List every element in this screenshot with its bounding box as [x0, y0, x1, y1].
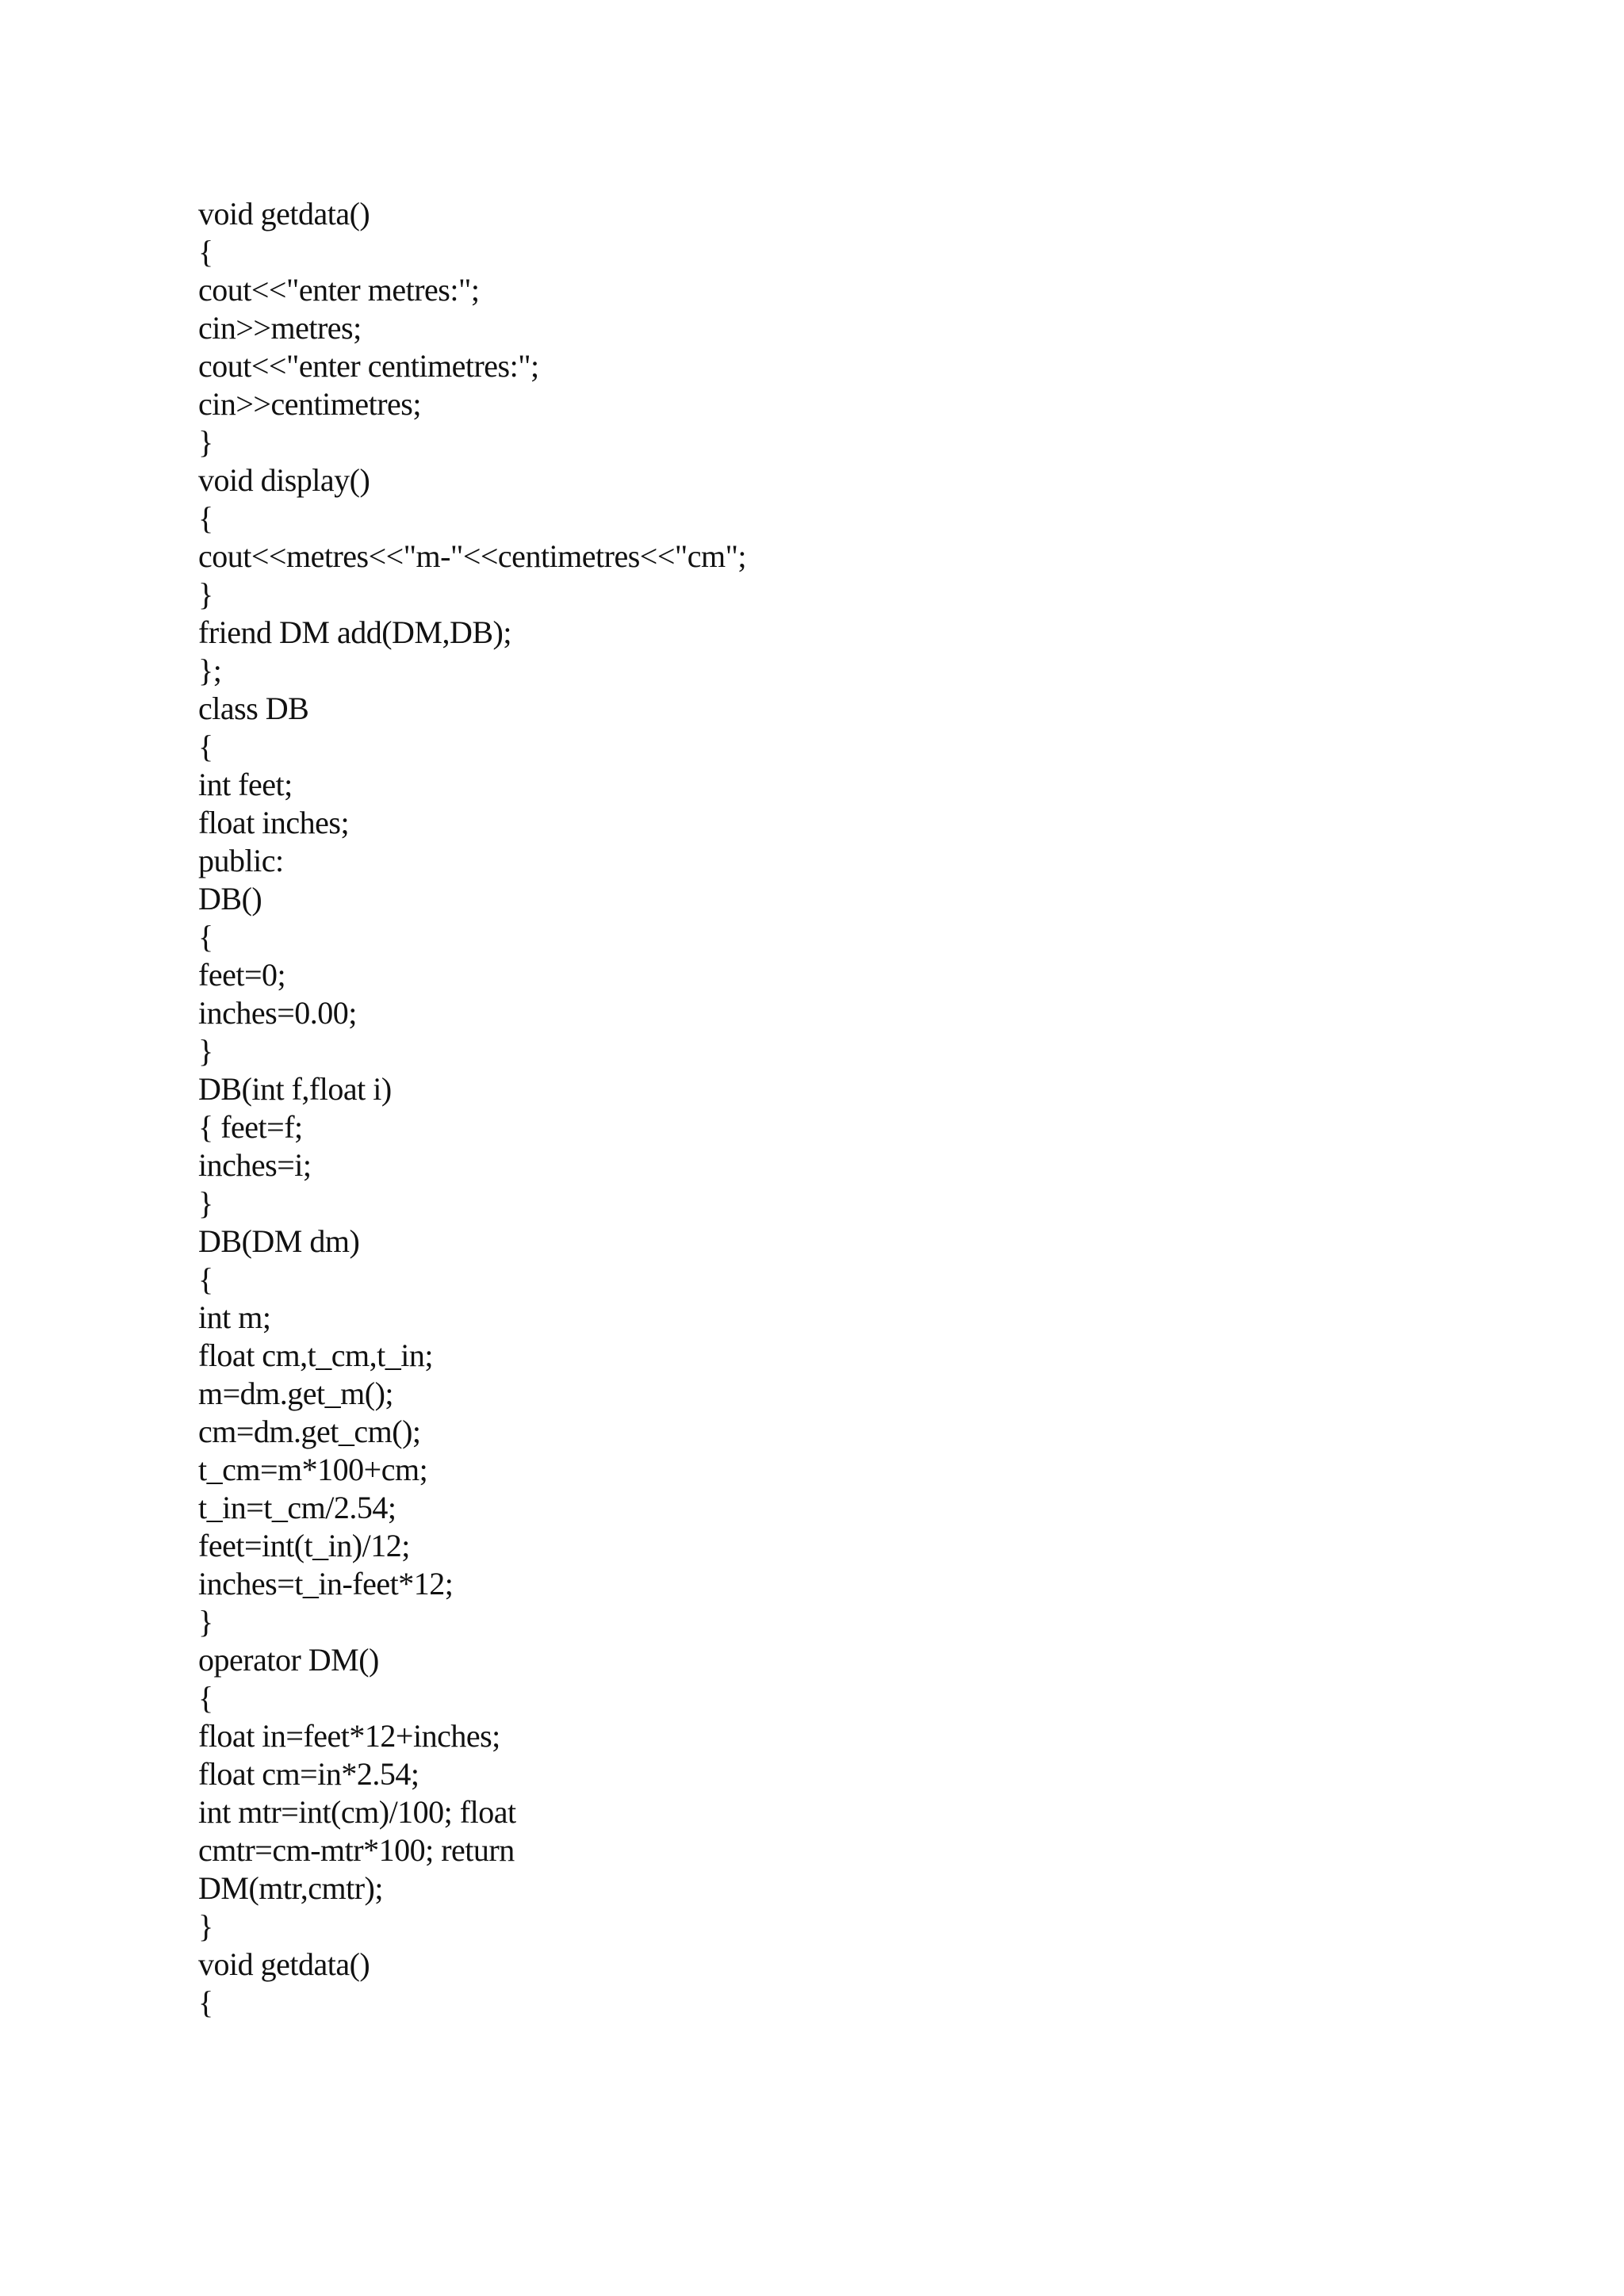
- code-line: void getdata(): [198, 1946, 370, 1982]
- code-line: cout<<"enter metres:";: [198, 272, 480, 308]
- code-line: DB(int f,float i): [198, 1071, 392, 1107]
- code-line: DB(DM dm): [198, 1223, 360, 1259]
- code-line: operator DM(): [198, 1642, 379, 1678]
- code-line: }: [198, 1908, 213, 1944]
- code-line: int feet;: [198, 767, 293, 802]
- code-line: cm=dm.get_cm();: [198, 1414, 421, 1449]
- code-line: DB(): [198, 881, 262, 916]
- code-line: { feet=f;: [198, 1109, 303, 1145]
- code-line: {: [198, 1261, 213, 1297]
- code-line: void getdata(): [198, 196, 370, 232]
- code-line: float cm=in*2.54;: [198, 1756, 419, 1792]
- code-line: class DB: [198, 691, 309, 726]
- code-line: cmtr=cm-mtr*100; return: [198, 1832, 515, 1868]
- code-line: float inches;: [198, 805, 350, 840]
- code-line: t_in=t_cm/2.54;: [198, 1490, 396, 1525]
- code-line: inches=i;: [198, 1147, 312, 1183]
- code-line: float cm,t_cm,t_in;: [198, 1337, 433, 1373]
- code-line: }: [198, 424, 213, 460]
- code-line: inches=0.00;: [198, 995, 357, 1031]
- code-line: cin>>metres;: [198, 310, 362, 346]
- code-line: }: [198, 576, 213, 612]
- code-line: {: [198, 919, 213, 955]
- code-line: cout<<metres<<"m-"<<centimetres<<"cm";: [198, 538, 747, 574]
- code-line: cin>>centimetres;: [198, 386, 421, 422]
- code-line: feet=int(t_in)/12;: [198, 1528, 410, 1563]
- code-line: {: [198, 729, 213, 764]
- code-line: }: [198, 1185, 213, 1221]
- code-line: cout<<"enter centimetres:";: [198, 348, 539, 384]
- code-line: {: [198, 1680, 213, 1716]
- code-line: }: [198, 1033, 213, 1069]
- code-line: int m;: [198, 1299, 271, 1335]
- code-line: {: [198, 234, 213, 270]
- code-line: float in=feet*12+inches;: [198, 1718, 500, 1754]
- code-line: m=dm.get_m();: [198, 1376, 394, 1411]
- code-line: t_cm=m*100+cm;: [198, 1452, 428, 1487]
- code-line: }: [198, 1604, 213, 1640]
- code-line: inches=t_in-feet*12;: [198, 1566, 454, 1601]
- code-line: {: [198, 500, 213, 536]
- code-line: DM(mtr,cmtr);: [198, 1870, 383, 1906]
- code-line: feet=0;: [198, 957, 286, 993]
- code-line: {: [198, 1984, 213, 2020]
- code-line: public:: [198, 843, 284, 878]
- code-line: int mtr=int(cm)/100; float: [198, 1794, 516, 1830]
- code-line: };: [198, 652, 222, 688]
- code-line: void display(): [198, 462, 370, 498]
- code-listing: [198, 195, 746, 2022]
- code-line: friend DM add(DM,DB);: [198, 614, 511, 650]
